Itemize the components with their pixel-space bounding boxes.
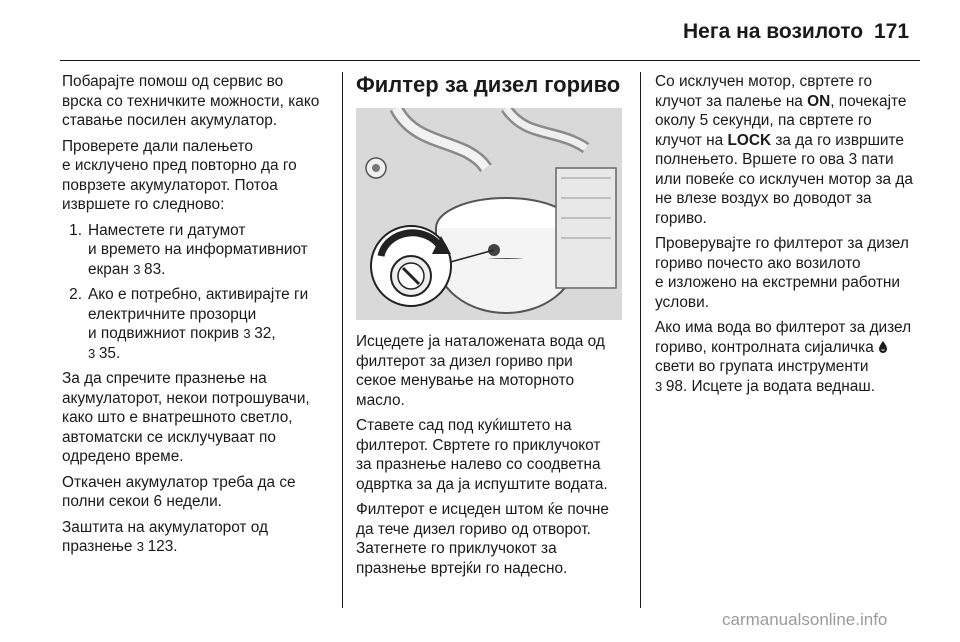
paragraph: Ставете сад под куќиштето на филтерот. Свртете го приклучокот за празнење налево со соодветна одвртка за да ја испуштите водата. xyxy=(356,417,608,493)
paragraph xyxy=(655,318,927,396)
paragraph-text: за да го извршите полнењето. Вршете го ова 3 пати или повеќе со исклучен мотор за да не влезе воздух во доводот за гориво. xyxy=(655,131,913,227)
paragraph: Филтерот е исцеден штом ќе почне да тече дизел гориво од отворот. Затегнете го приклучокот за празнење вртејќи го надесно. xyxy=(356,501,609,577)
header-title: Нега на возилото xyxy=(683,20,864,43)
paragraph xyxy=(62,518,332,557)
column-2 xyxy=(356,72,626,584)
paragraph-text: , почекајте околу 5 секунди, па свртете го клучот на xyxy=(655,92,907,149)
list-text xyxy=(88,285,308,363)
ignition-lock-label: LOCK xyxy=(727,131,772,149)
diesel-filter-illustration xyxy=(356,108,622,320)
paragraph: За да спречите празнење на акумулаторот, некои потрошувачи, како што е внатрешното светло, автоматски се исклучуваат по одредено време. xyxy=(62,370,310,465)
list-number: 1. xyxy=(69,221,82,239)
column-divider-2 xyxy=(640,72,641,608)
list-number: 2. xyxy=(69,286,82,303)
paragraph: Проверувајте го филтерот за дизел гориво почесто ако возилото е изложено на екстремни работни услови. xyxy=(655,235,909,311)
numbered-list xyxy=(62,221,332,364)
paragraph-text: Со исклучен мотор, свртете го клучот за палење на xyxy=(655,73,873,110)
water-in-fuel-icon xyxy=(878,339,888,356)
list-text-body: Наместете ги датумот и времето на информативниот екран xyxy=(88,221,308,278)
paragraph-text: свети во групата инструменти xyxy=(655,358,869,375)
page-number: 171 xyxy=(874,20,910,43)
column-1 xyxy=(62,72,332,563)
page-ref-icon: 3 xyxy=(655,378,666,394)
page-ref-icon: 3 xyxy=(133,261,145,277)
list-text-body: Ако е потребно, активирајте ги електричните прозорци и подвижниот покрив xyxy=(88,286,309,342)
column-3 xyxy=(655,72,927,402)
paragraph: Откачен акумулатор треба да се полни секои 6 недели. xyxy=(62,473,296,510)
page-ref[interactable]: 32, xyxy=(254,325,276,342)
paragraph: Проверете дали палењето е исклучено пред повторно да го поврзете акумулаторот. Потоа извршете го следново: xyxy=(62,137,297,213)
column-divider-1 xyxy=(342,72,343,608)
paragraph-text: Заштита на акумулаторот од празнење xyxy=(62,518,268,555)
paragraph xyxy=(655,72,927,228)
page-ref-icon: 3 xyxy=(88,345,99,361)
paragraph: Исцедете ја наталожената вода од филтерот за дизел гориво при секое менување на моторното масло. xyxy=(356,333,605,409)
watermark: carmanualsonline.info xyxy=(722,610,888,629)
paragraph-text: Исцете ја водата веднаш. xyxy=(687,377,875,395)
list-text xyxy=(88,221,308,280)
page-header xyxy=(0,0,960,62)
page-ref[interactable]: 35. xyxy=(98,344,121,362)
list-item xyxy=(62,221,332,280)
page-ref[interactable]: 123. xyxy=(147,538,178,555)
page-ref[interactable]: 98. xyxy=(665,377,688,395)
page-ref-icon: 3 xyxy=(136,539,148,554)
paragraph: Побарајте помош од сервис во врска со техничките можности, како ставање посилен акумулатор. xyxy=(62,73,320,129)
header-rule xyxy=(60,60,920,61)
ignition-on-label: ON xyxy=(807,92,831,110)
page-ref[interactable]: 83. xyxy=(144,260,166,278)
diesel-filter-drawing xyxy=(356,108,622,320)
section-title: Филтер за дизел гориво xyxy=(356,72,621,97)
paragraph-text: Ако има вода во филтерот за дизел гориво, контролната сијаличка xyxy=(655,319,912,356)
page-ref-icon: 3 xyxy=(243,326,255,341)
list-item xyxy=(62,285,332,363)
